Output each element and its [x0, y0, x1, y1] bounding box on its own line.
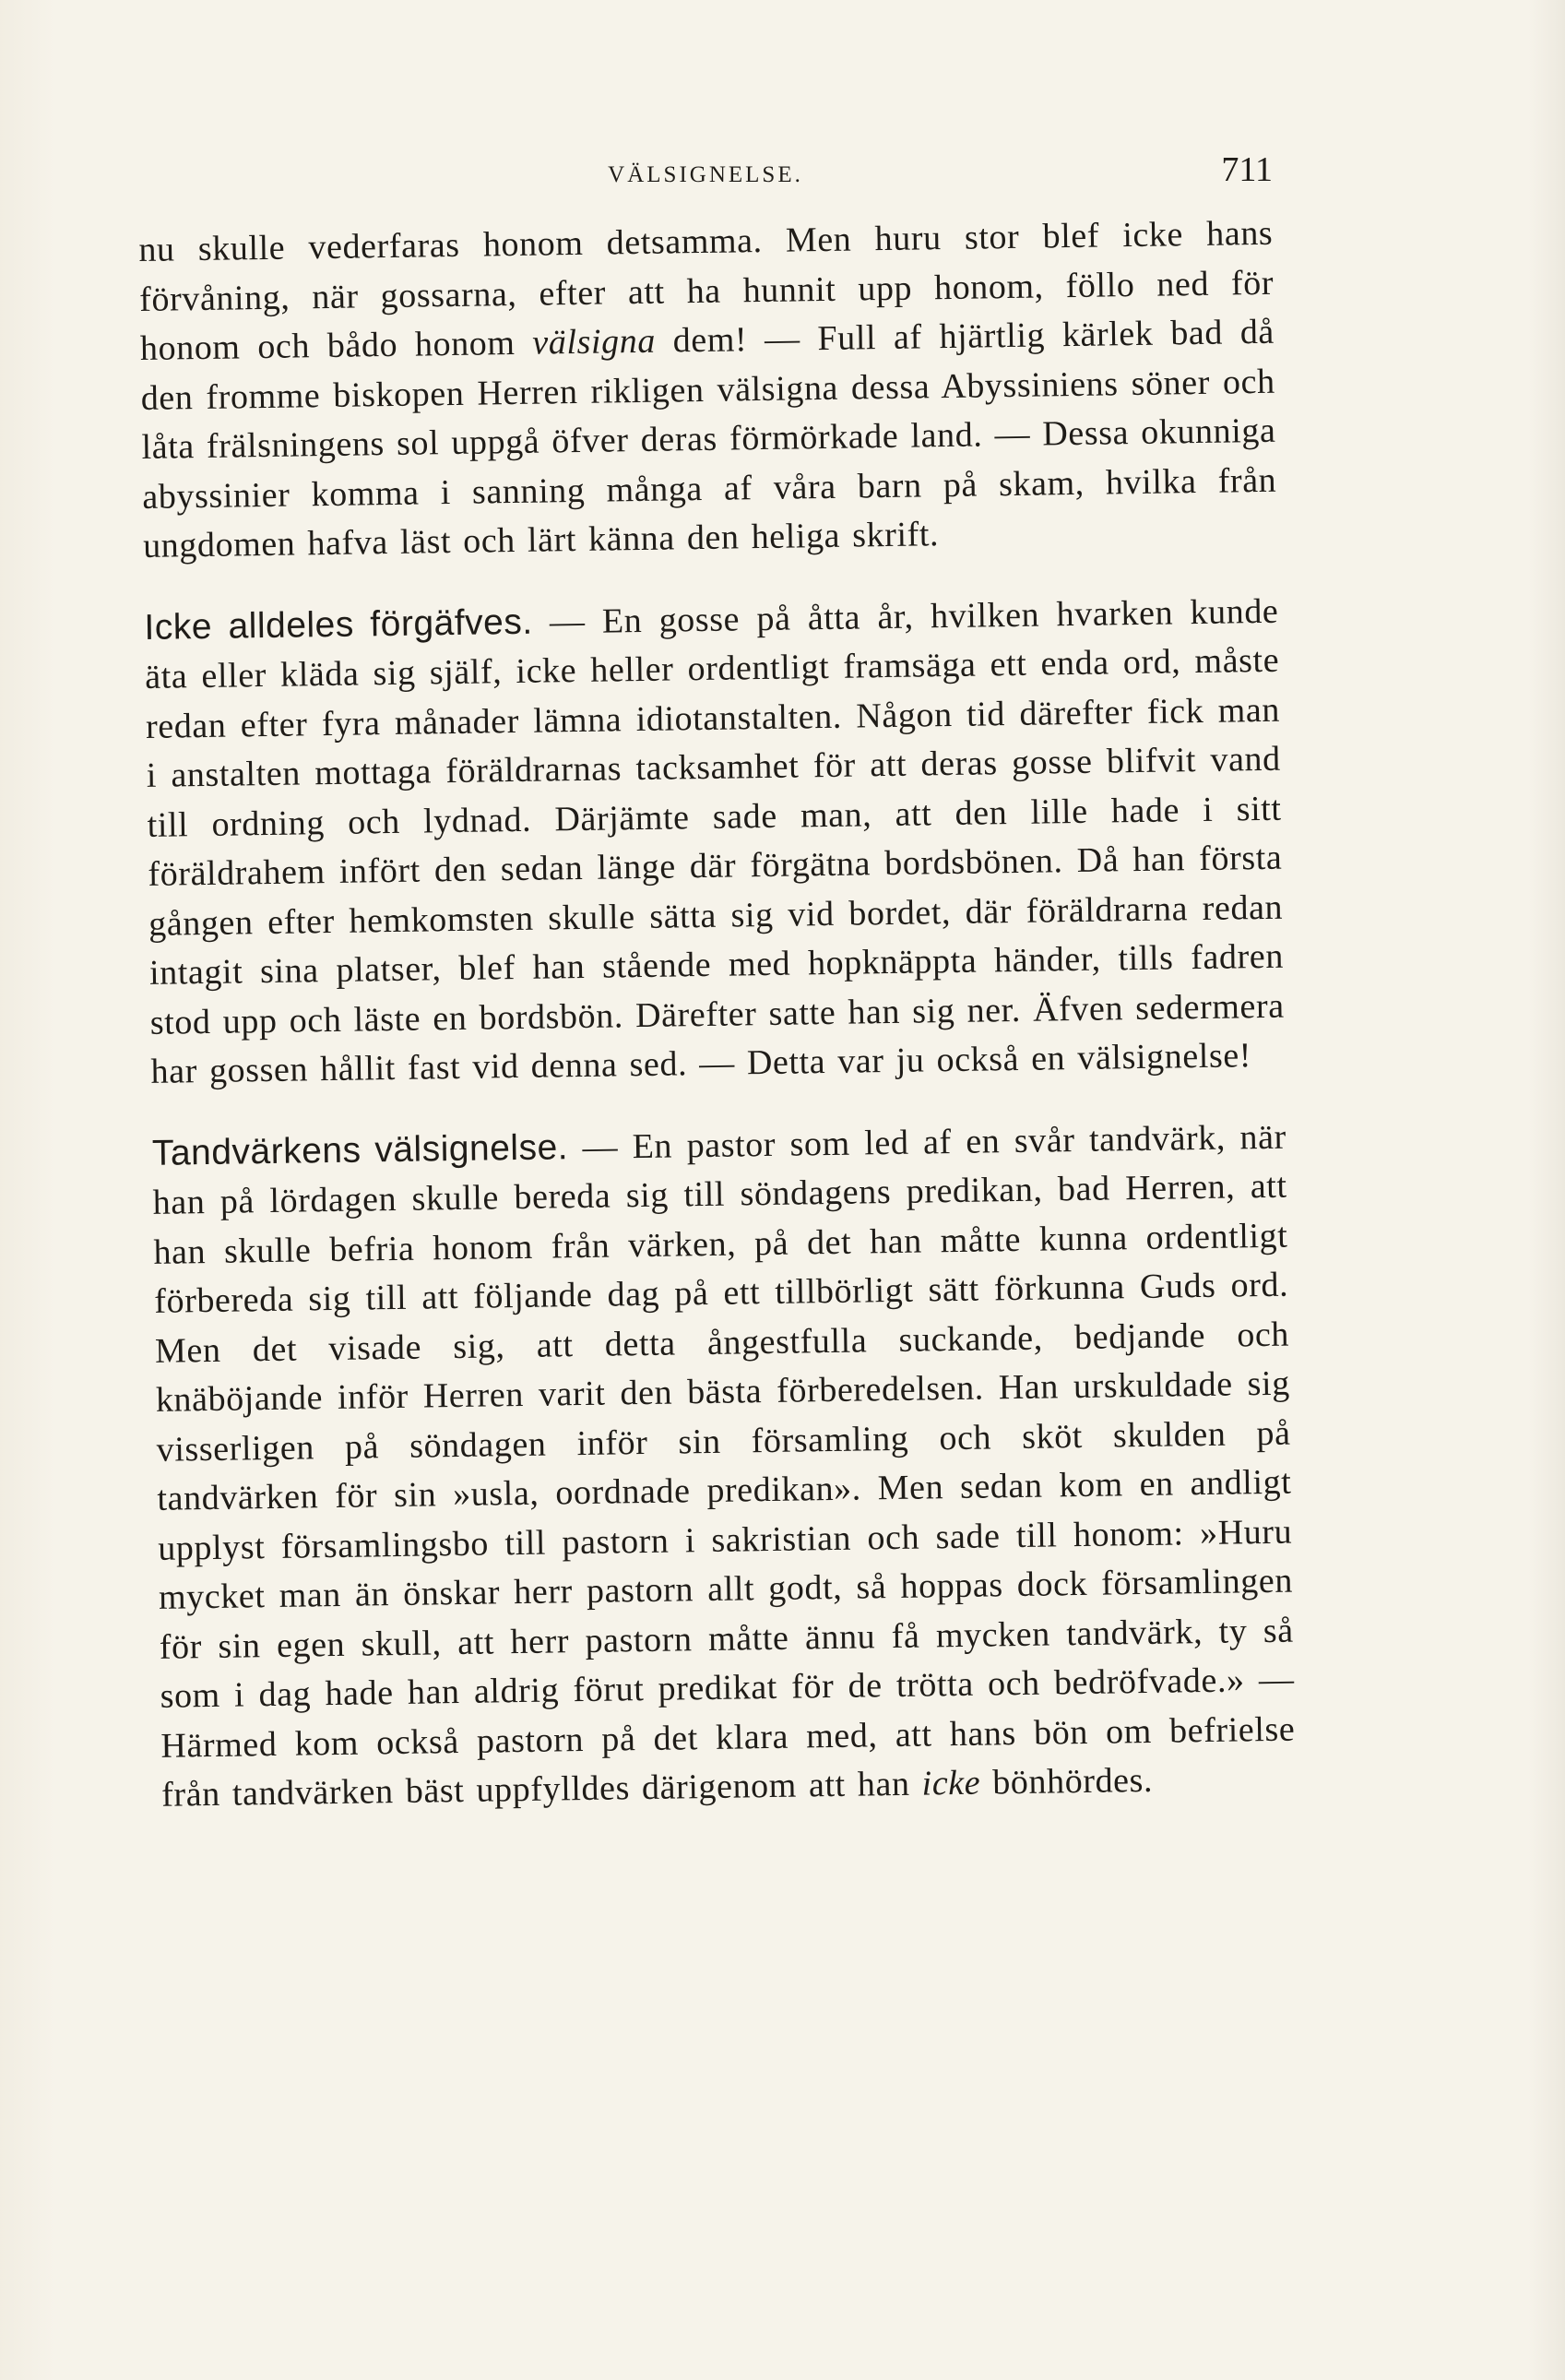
running-head: VÄLSIGNELSE.: [608, 162, 803, 187]
section-heading-tandvarkens-valsignelse: Tandvärkens välsignelse.: [151, 1126, 569, 1173]
section-heading-icke-alldeles-forgafves: Icke alldeles förgäfves.: [144, 601, 533, 648]
italic-word-valsigna: välsigna: [532, 321, 657, 363]
body-text: [138, 209, 1297, 1821]
italic-word-icke: icke: [921, 1763, 981, 1803]
page-header: [138, 149, 1273, 205]
page-number: 711: [1221, 150, 1273, 189]
paragraph-2: [144, 586, 1286, 1097]
paragraph-1: [138, 209, 1277, 572]
text-run: — En pastor som led af en svår tandvärk, när han på lördagen skulle bereda sig till söndagens predikan, bad Herren, att han skulle befria honom från värken, på det han måtte kunna ordentligt förbereda sig till att följande dag på ett tillbörligt sätt förkunna Guds ord. Men det visade sig, att detta ångestfulla suckande, bedjande och knäböjande inför Herren varit den bästa förberedelsen. Han urskuldade sig visserligen på söndagen inför sin församling och sköt skulden på tandvärken för sin »usla, oordnade predikan». Men sedan kom en andligt upplyst församlingsbo till pastorn i sakristian och sade till honom: »Huru mycket man än önskar herr pastorn allt godt, så hoppas dock församlingen för sin egen skull, att herr pastorn måtte ännu få mycken tandvärk, ty så som i dag hade han aldrig förut predikat för de trötta och bedröfvade.» — Härmed kom också pastorn på det klara med, att hans bön om befrielse från tandvärken bäst uppfylldes därigenom att han: [152, 1117, 1296, 1815]
text-run: dem! — Full af hjärtlig kärlek bad då den fromme biskopen Herren rikligen välsigna dessa Abyssiniens söner och låta frälsningens sol uppgå öfver deras förmörkade land. — Dessa okunniga abyssinier komma i sanning många af våra barn på skam, hvilka från ungdomen hafva läst och lärt känna den heliga skrift.: [140, 312, 1277, 565]
text-run: — En gosse på åtta år, hvilken hvarken kunde äta eller kläda sig själf, icke heller ordentligt framsäga ett enda ord, måste redan efter fyra månader lämna idiotanstalten. Någon tid därefter fick man i anstalten mottaga föräldrarnas tacksamhet för att deras gosse blifvit vand till ordning och lydnad. Därjämte sade man, att den lille hade i sitt föräldrahem infört den sedan länge där förgätna bordsbönen. Då han första gången efter hemkomsten skulle sätta sig vid bordet, där föräldrarna redan intagit sina platser, blef han stående med hopknäppta händer, tills fadren stod upp och läste en bordsbön. Därefter satte han sig ner. Äfven sedermera har gossen hållit fast vid denna sed. — Detta var ju också en välsignelse!: [144, 591, 1285, 1091]
paragraph-3: [152, 1112, 1297, 1820]
text-run: bönhördes.: [979, 1760, 1154, 1803]
text-run: nu skulle vederfaras honom detsamma. Men huru stor blef icke hans förvåning, när gossarna, efter att ha hunnit upp honom, föllo ned för honom och bådo honom: [138, 213, 1275, 368]
